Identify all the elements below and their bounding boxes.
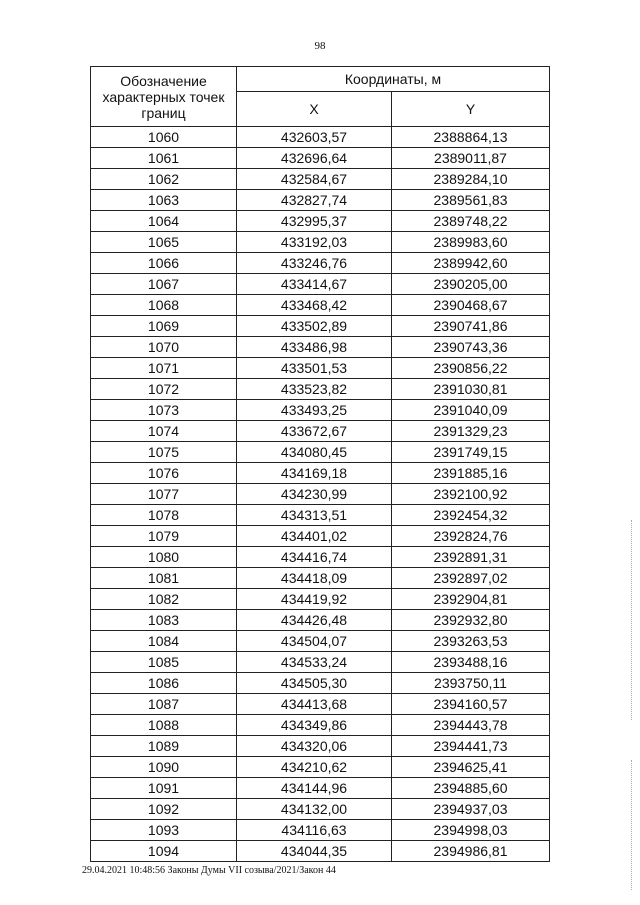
y-coordinate-cell: 2390468,67 xyxy=(392,295,550,316)
table-row xyxy=(91,568,550,589)
x-coordinate-cell: 433523,82 xyxy=(237,379,392,400)
point-number-cell: 1066 xyxy=(91,253,237,274)
y-column-header: Y xyxy=(392,92,550,127)
x-column-header: X xyxy=(237,92,392,127)
x-coordinate-cell: 434401,02 xyxy=(237,526,392,547)
point-number-cell: 1084 xyxy=(91,631,237,652)
y-coordinate-cell: 2393263,53 xyxy=(392,631,550,652)
point-number-cell: 1081 xyxy=(91,568,237,589)
point-number-cell: 1060 xyxy=(91,127,237,148)
x-coordinate-cell: 432995,37 xyxy=(237,211,392,232)
point-number-cell: 1088 xyxy=(91,715,237,736)
table-row xyxy=(91,673,550,694)
x-coordinate-cell: 433192,03 xyxy=(237,232,392,253)
table-row xyxy=(91,610,550,631)
point-number-cell: 1071 xyxy=(91,358,237,379)
x-coordinate-cell: 434426,48 xyxy=(237,610,392,631)
point-number-cell: 1062 xyxy=(91,169,237,190)
point-number-cell: 1078 xyxy=(91,505,237,526)
y-coordinate-cell: 2390856,22 xyxy=(392,358,550,379)
coordinates-table xyxy=(90,66,550,862)
point-column-header: Обозначение характерных точек границ xyxy=(91,67,237,127)
x-coordinate-cell: 434044,35 xyxy=(237,841,392,862)
y-coordinate-cell: 2393488,16 xyxy=(392,652,550,673)
y-coordinate-cell: 2391040,09 xyxy=(392,400,550,421)
x-coordinate-cell: 434116,63 xyxy=(237,820,392,841)
point-number-cell: 1090 xyxy=(91,757,237,778)
point-number-cell: 1076 xyxy=(91,463,237,484)
x-coordinate-cell: 434230,99 xyxy=(237,484,392,505)
point-number-cell: 1070 xyxy=(91,337,237,358)
x-coordinate-cell: 434169,18 xyxy=(237,463,392,484)
table-row xyxy=(91,253,550,274)
table-row xyxy=(91,358,550,379)
y-coordinate-cell: 2391329,23 xyxy=(392,421,550,442)
x-coordinate-cell: 434313,51 xyxy=(237,505,392,526)
margin-scan-marks xyxy=(631,520,634,720)
x-coordinate-cell: 433672,67 xyxy=(237,421,392,442)
table-row xyxy=(91,631,550,652)
y-coordinate-cell: 2392932,80 xyxy=(392,610,550,631)
point-number-cell: 1065 xyxy=(91,232,237,253)
table-row xyxy=(91,841,550,862)
table-row xyxy=(91,295,550,316)
document-footer: 29.04.2021 10:48:56 Законы Думы VII созыва/2021/Закон 44 xyxy=(82,865,336,876)
y-coordinate-cell: 2394937,03 xyxy=(392,799,550,820)
x-coordinate-cell: 434419,92 xyxy=(237,589,392,610)
point-number-cell: 1074 xyxy=(91,421,237,442)
y-coordinate-cell: 2392891,31 xyxy=(392,547,550,568)
x-coordinate-cell: 432696,64 xyxy=(237,148,392,169)
y-coordinate-cell: 2392904,81 xyxy=(392,589,550,610)
y-coordinate-cell: 2389561,83 xyxy=(392,190,550,211)
point-number-cell: 1064 xyxy=(91,211,237,232)
x-coordinate-cell: 432603,57 xyxy=(237,127,392,148)
point-number-cell: 1072 xyxy=(91,379,237,400)
x-coordinate-cell: 434349,86 xyxy=(237,715,392,736)
table-row xyxy=(91,505,550,526)
margin-scan-marks xyxy=(631,760,634,890)
y-coordinate-cell: 2390743,36 xyxy=(392,337,550,358)
table-row xyxy=(91,547,550,568)
x-coordinate-cell: 433501,53 xyxy=(237,358,392,379)
point-number-cell: 1061 xyxy=(91,148,237,169)
y-coordinate-cell: 2392100,92 xyxy=(392,484,550,505)
coordinates-header: Координаты, м xyxy=(237,67,550,92)
table-row xyxy=(91,463,550,484)
y-coordinate-cell: 2391030,81 xyxy=(392,379,550,400)
x-coordinate-cell: 434504,07 xyxy=(237,631,392,652)
x-coordinate-cell: 433502,89 xyxy=(237,316,392,337)
point-number-cell: 1073 xyxy=(91,400,237,421)
table-row xyxy=(91,652,550,673)
y-coordinate-cell: 2390205,00 xyxy=(392,274,550,295)
table-row xyxy=(91,127,550,148)
table-row xyxy=(91,442,550,463)
page-number: 98 xyxy=(314,40,326,52)
y-coordinate-cell: 2392454,32 xyxy=(392,505,550,526)
y-coordinate-cell: 2391885,16 xyxy=(392,463,550,484)
table-body xyxy=(91,127,550,862)
x-coordinate-cell: 434505,30 xyxy=(237,673,392,694)
y-coordinate-cell: 2388864,13 xyxy=(392,127,550,148)
table-row xyxy=(91,421,550,442)
y-coordinate-cell: 2392824,76 xyxy=(392,526,550,547)
y-coordinate-cell: 2394625,41 xyxy=(392,757,550,778)
table-row xyxy=(91,799,550,820)
table-row xyxy=(91,820,550,841)
table-row xyxy=(91,232,550,253)
table-row xyxy=(91,190,550,211)
table-row xyxy=(91,757,550,778)
x-coordinate-cell: 434413,68 xyxy=(237,694,392,715)
y-coordinate-cell: 2389284,10 xyxy=(392,169,550,190)
x-coordinate-cell: 434418,09 xyxy=(237,568,392,589)
table-row xyxy=(91,400,550,421)
x-coordinate-cell: 434533,24 xyxy=(237,652,392,673)
y-coordinate-cell: 2390741,86 xyxy=(392,316,550,337)
x-coordinate-cell: 432584,67 xyxy=(237,169,392,190)
table-row xyxy=(91,148,550,169)
point-number-cell: 1086 xyxy=(91,673,237,694)
point-number-cell: 1080 xyxy=(91,547,237,568)
table-header xyxy=(91,67,550,127)
y-coordinate-cell: 2389983,60 xyxy=(392,232,550,253)
table-row xyxy=(91,736,550,757)
point-number-cell: 1067 xyxy=(91,274,237,295)
point-number-cell: 1085 xyxy=(91,652,237,673)
y-coordinate-cell: 2394160,57 xyxy=(392,694,550,715)
point-number-cell: 1094 xyxy=(91,841,237,862)
point-number-cell: 1083 xyxy=(91,610,237,631)
point-number-cell: 1077 xyxy=(91,484,237,505)
table-row xyxy=(91,694,550,715)
table-row xyxy=(91,316,550,337)
point-number-cell: 1089 xyxy=(91,736,237,757)
point-number-cell: 1082 xyxy=(91,589,237,610)
x-coordinate-cell: 433468,42 xyxy=(237,295,392,316)
table-row xyxy=(91,169,550,190)
table-row xyxy=(91,211,550,232)
y-coordinate-cell: 2392897,02 xyxy=(392,568,550,589)
point-number-cell: 1087 xyxy=(91,694,237,715)
point-number-cell: 1093 xyxy=(91,820,237,841)
table-row xyxy=(91,778,550,799)
y-coordinate-cell: 2394885,60 xyxy=(392,778,550,799)
y-coordinate-cell: 2389942,60 xyxy=(392,253,550,274)
x-coordinate-cell: 434144,96 xyxy=(237,778,392,799)
x-coordinate-cell: 434132,00 xyxy=(237,799,392,820)
point-number-cell: 1075 xyxy=(91,442,237,463)
x-coordinate-cell: 433246,76 xyxy=(237,253,392,274)
point-number-cell: 1091 xyxy=(91,778,237,799)
point-number-cell: 1092 xyxy=(91,799,237,820)
y-coordinate-cell: 2394998,03 xyxy=(392,820,550,841)
y-coordinate-cell: 2389748,22 xyxy=(392,211,550,232)
table-row xyxy=(91,715,550,736)
table-row xyxy=(91,589,550,610)
x-coordinate-cell: 434416,74 xyxy=(237,547,392,568)
x-coordinate-cell: 433414,67 xyxy=(237,274,392,295)
x-coordinate-cell: 434320,06 xyxy=(237,736,392,757)
x-coordinate-cell: 432827,74 xyxy=(237,190,392,211)
table-row xyxy=(91,526,550,547)
y-coordinate-cell: 2394986,81 xyxy=(392,841,550,862)
x-coordinate-cell: 433486,98 xyxy=(237,337,392,358)
y-coordinate-cell: 2394441,73 xyxy=(392,736,550,757)
table-row xyxy=(91,484,550,505)
point-number-cell: 1079 xyxy=(91,526,237,547)
table-row xyxy=(91,337,550,358)
x-coordinate-cell: 433493,25 xyxy=(237,400,392,421)
y-coordinate-cell: 2393750,11 xyxy=(392,673,550,694)
y-coordinate-cell: 2389011,87 xyxy=(392,148,550,169)
point-number-cell: 1069 xyxy=(91,316,237,337)
y-coordinate-cell: 2394443,78 xyxy=(392,715,550,736)
table-row xyxy=(91,379,550,400)
x-coordinate-cell: 434210,62 xyxy=(237,757,392,778)
x-coordinate-cell: 434080,45 xyxy=(237,442,392,463)
point-number-cell: 1068 xyxy=(91,295,237,316)
table-row xyxy=(91,274,550,295)
y-coordinate-cell: 2391749,15 xyxy=(392,442,550,463)
point-number-cell: 1063 xyxy=(91,190,237,211)
